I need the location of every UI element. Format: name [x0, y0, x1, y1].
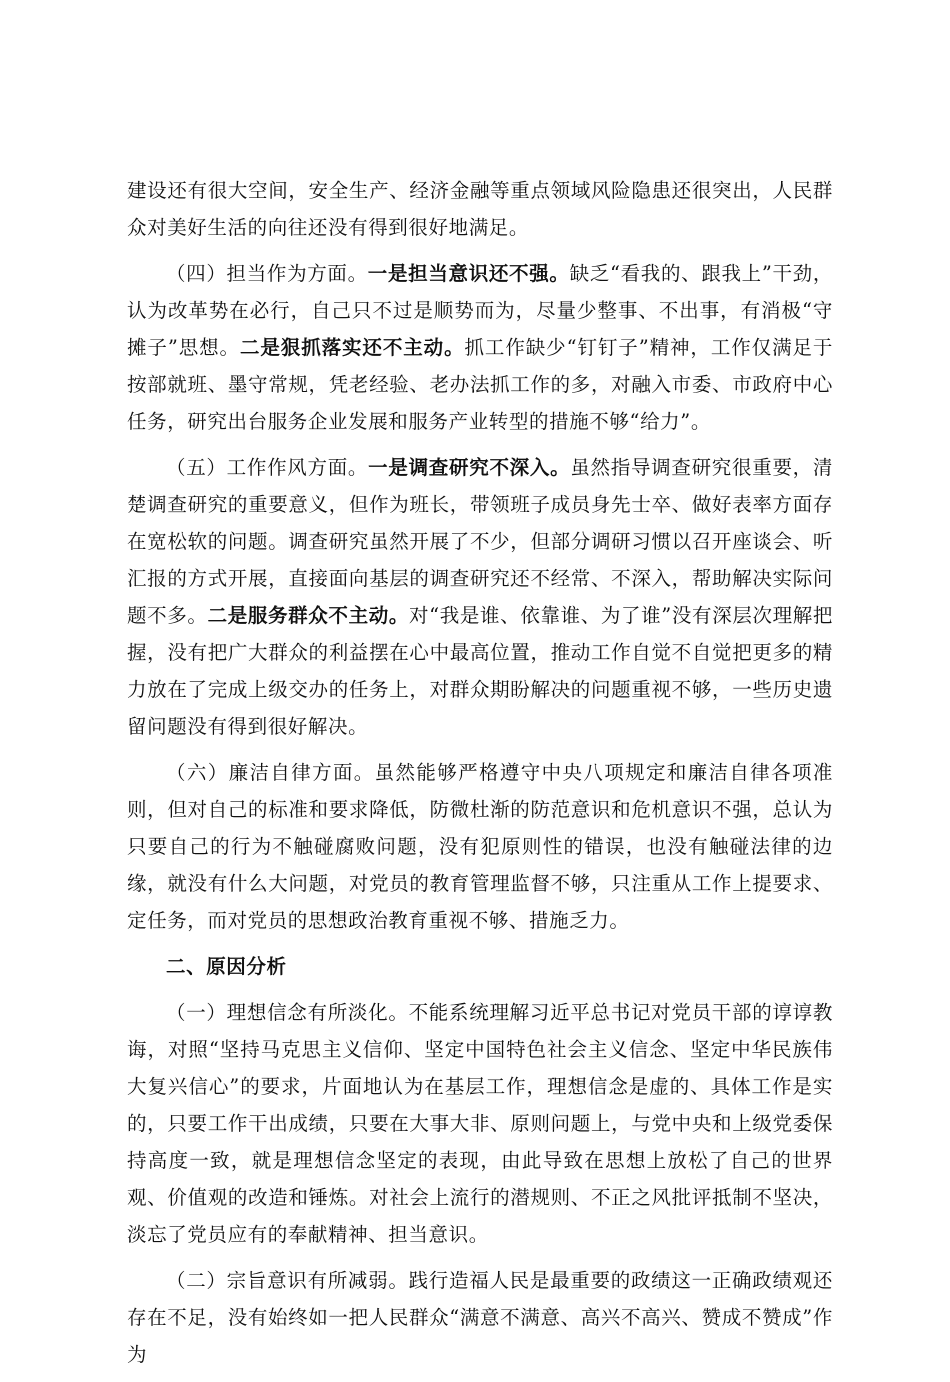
- paragraph-purpose-awareness: （二）宗旨意识有所减弱。践行造福人民是最重要的政绩这一正确政绩观还存在不足，没有始终如一把人民群众“满意不满意、高兴不高兴、赞成不赞成”作为: [127, 1269, 833, 1366]
- bold-point-one: 一是担当意识还不强。: [367, 262, 570, 285]
- point-two-text: 对“我是谁、依靠谁、为了谁”没有深层次理解把握，没有把广大群众的利益摆在心中最高位置，推动工作自觉不自觉把更多的精力放在了完成上级交办的任务上，对群众期盼解决的问题重视不够，一些历史遗留问题没有得到很好解决。: [127, 604, 834, 738]
- paragraph-ideals-faith: （一）理想信念有所淡化。不能系统理解习近平总书记对党员干部的谆谆教诲，对照“坚持马克思主义信仰、坚定中国特色社会主义信念、坚定中华民族伟大复兴信心”的要求，片面地认为在基层工作，理想信念是虚的、具体工作是实的，只要工作干出成绩，只要在大事大非、原则问题上，与党中央和上级党委保持高度一致，就是理想信念坚定的表现，由此导致在思想上放松了自己的世界观、价值观的改造和锤炼。对社会上流行的潜规则、不正之风批评抵制不坚决，淡忘了党员应有的奉献精神、担当意识。: [127, 1001, 833, 1246]
- section-lead: （五）工作作风方面。: [166, 456, 369, 479]
- bold-point-two: 二是狠抓落实还不主动。: [239, 336, 465, 359]
- section-heading-cause-analysis: 二、原因分析: [166, 955, 287, 978]
- document-body: [127, 172, 833, 1382]
- section-lead: （四）担当作为方面。: [166, 262, 368, 285]
- point-two-text: 抓工作缺少“钉钉子”精神，工作仅满足于按部就班、墨守常规，凭老经验、老办法抓工作的多，对融入市委、市政府中心任务，研究出台服务企业发展和服务产业转型的措施不够“给力”。: [127, 336, 833, 433]
- paragraph-duty-section: [127, 255, 833, 440]
- point-one-text: 缺乏“看我的、跟我上”干劲，认为改革势在必行，自己只不过是顺势而为，尽量少整事、不出事，有消极“守摊子”思想。: [127, 262, 833, 359]
- paragraph-work-style-section: [127, 449, 833, 745]
- paragraph-integrity-section: （六）廉洁自律方面。虽然能够严格遵守中央八项规定和廉洁自律各项准则，但对自己的标准和要求降低，防微杜渐的防范意识和危机意识不强，总认为只要自己的行为不触碰腐败问题，没有犯原则性的错误，也没有触碰法律的边缘，就没有什么大问题，对党员的教育管理监督不够，只注重从工作上提要求、定任务，而对党员的思想政治教育重视不够、措施乏力。: [127, 761, 833, 932]
- point-one-text: 虽然指导调查研究很重要，清楚调查研究的重要意义，但作为班长，带领班子成员身先士卒、做好表率方面存在宽松软的问题。调查研究虽然开展了不少，但部分调研习惯以召开座谈会、听汇报的方式开展，直接面向基层的调查研究还不经常、不深入，帮助解决实际问题不多。: [127, 456, 833, 627]
- bold-point-two: 二是服务群众不主动。: [207, 604, 409, 627]
- paragraph-continuation: 建设还有很大空间，安全生产、经济金融等重点领域风险隐患还很突出，人民群众对美好生活的向往还没有得到很好地满足。: [127, 179, 833, 239]
- bold-point-one: 一是调查研究不深入。: [368, 456, 571, 479]
